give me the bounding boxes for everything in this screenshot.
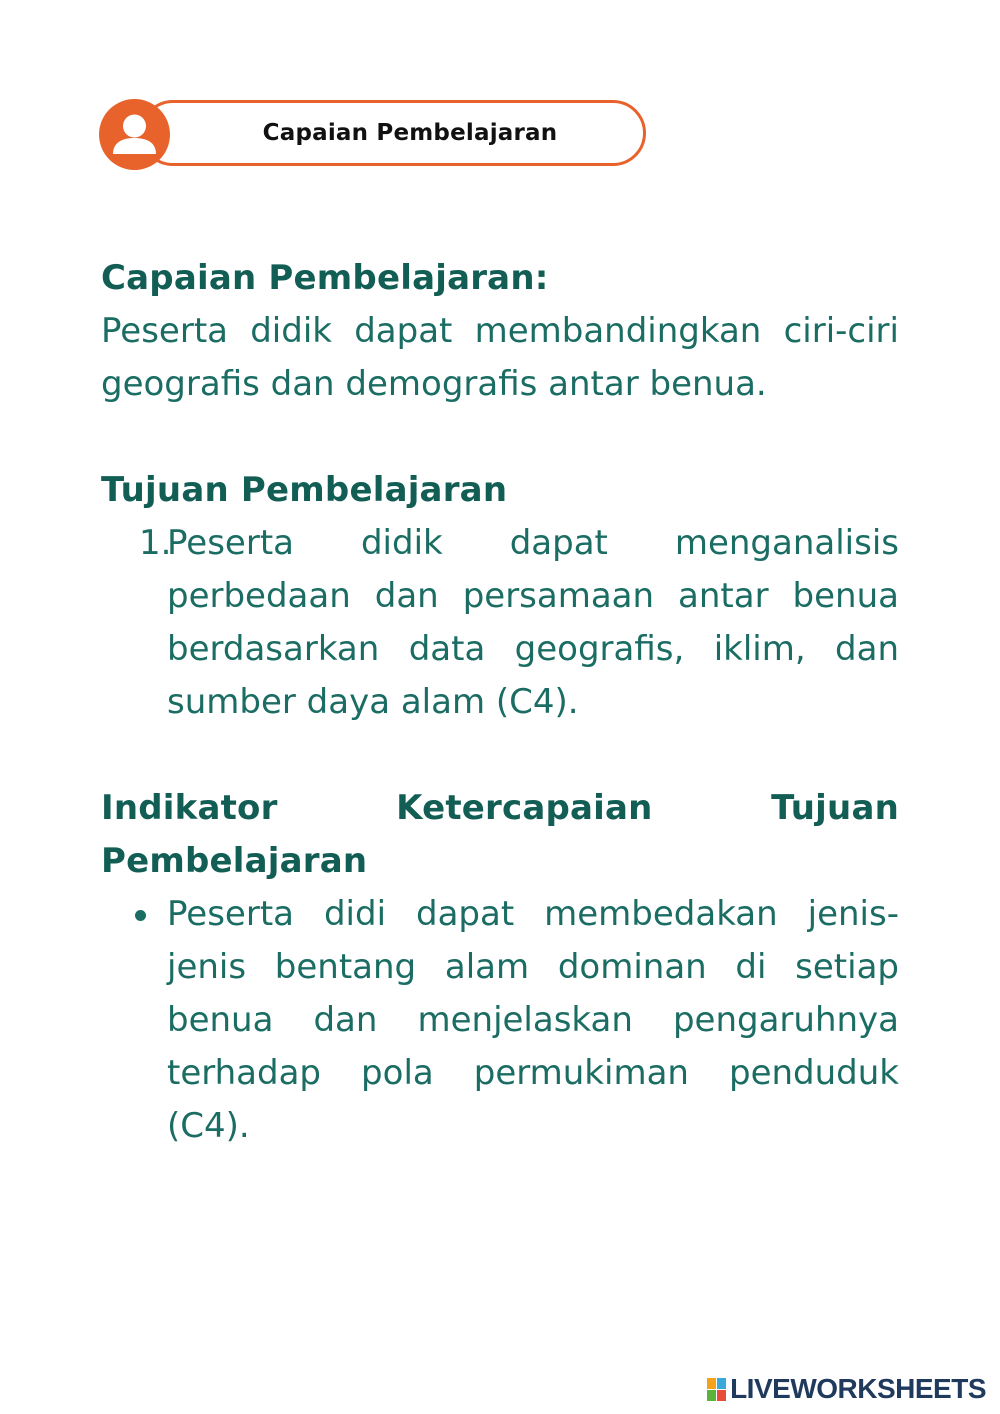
user-icon: [99, 99, 170, 170]
indikator-item-text: Peserta didi dapat membedakan jenis-jenis bentang alam dominan di setiap benua dan menjelaskan pengaruhnya terhadap pola permukiman penduduk (C4).: [167, 894, 899, 1146]
indikator-heading: Indikator Ketercapaian Tujuan Pembelajaran: [101, 788, 899, 881]
tujuan-item-text: Peserta didik dapat menganalisis perbedaan dan persamaan antar benua berdasarkan data geografis, iklim, dan sumber daya alam (C4).: [167, 523, 899, 722]
avatar: [99, 99, 170, 170]
liveworksheets-logo-icon: [707, 1378, 726, 1401]
footer-logo: [707, 1374, 986, 1404]
list-number: 1.: [139, 523, 172, 563]
header-title: Capaian Pembelajaran: [262, 120, 558, 146]
capaian-heading: Capaian Pembelajaran:: [101, 258, 549, 298]
logo-text: LIVEWORKSHEETS: [730, 1373, 986, 1404]
list-item: [101, 517, 899, 729]
worksheet-content: [101, 252, 899, 1153]
tujuan-heading: Tujuan Pembelajaran: [101, 470, 508, 510]
bullet-icon: [135, 910, 146, 921]
list-item: [101, 888, 899, 1153]
capaian-text: Peserta didik dapat membandingkan ciri-ciri geografis dan demografis antar benua.: [101, 311, 899, 404]
